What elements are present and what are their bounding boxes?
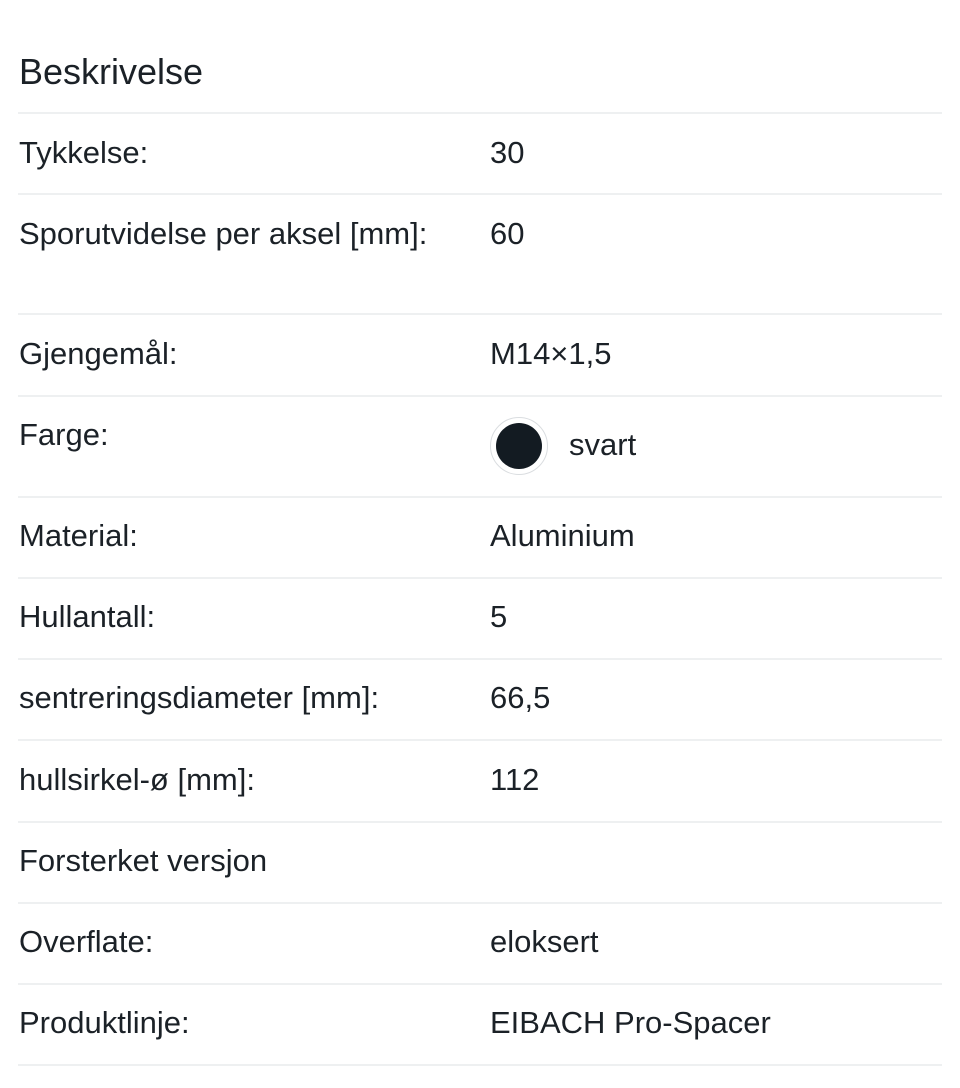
spec-value: 60: [490, 216, 525, 251]
spec-value: Aluminium: [490, 518, 635, 553]
divider: [18, 193, 942, 195]
spec-label: Material:: [19, 518, 138, 553]
divider: [18, 983, 942, 985]
spec-value: svart: [569, 427, 637, 462]
spec-label: Farge:: [19, 417, 109, 452]
spec-label: Sporutvidelse per aksel [mm]:: [19, 216, 428, 251]
divider: [18, 112, 942, 114]
section-title: Beskrivelse: [19, 51, 204, 92]
spec-label: Hullantall:: [19, 599, 156, 634]
spec-label: Produktlinje:: [19, 1005, 190, 1040]
spec-label: sentreringsdiameter [mm]:: [19, 680, 380, 715]
spec-value: 66,5: [490, 680, 551, 715]
spec-value: EIBACH Pro-Spacer: [490, 1005, 771, 1040]
divider: [18, 739, 942, 741]
divider: [18, 1064, 942, 1066]
divider: [18, 658, 942, 660]
spec-value: eloksert: [490, 924, 599, 959]
spec-label: Overflate:: [19, 924, 154, 959]
divider: [18, 395, 942, 397]
spec-label: hullsirkel-ø [mm]:: [19, 762, 255, 797]
divider: [18, 313, 942, 315]
spec-value: 112: [490, 762, 540, 797]
spec-value: 30: [490, 135, 525, 170]
divider: [18, 902, 942, 904]
black-color-swatch: [490, 417, 548, 475]
spec-label: Gjengemål:: [19, 336, 178, 371]
spec-value: 5: [490, 599, 508, 634]
divider: [18, 496, 942, 498]
swatch-fill: [496, 423, 542, 469]
divider: [18, 821, 942, 823]
spec-label: Forsterket versjon: [19, 843, 268, 878]
spec-value: M14×1,5: [490, 336, 612, 371]
divider: [18, 577, 942, 579]
spec-label: Tykkelse:: [19, 135, 149, 170]
